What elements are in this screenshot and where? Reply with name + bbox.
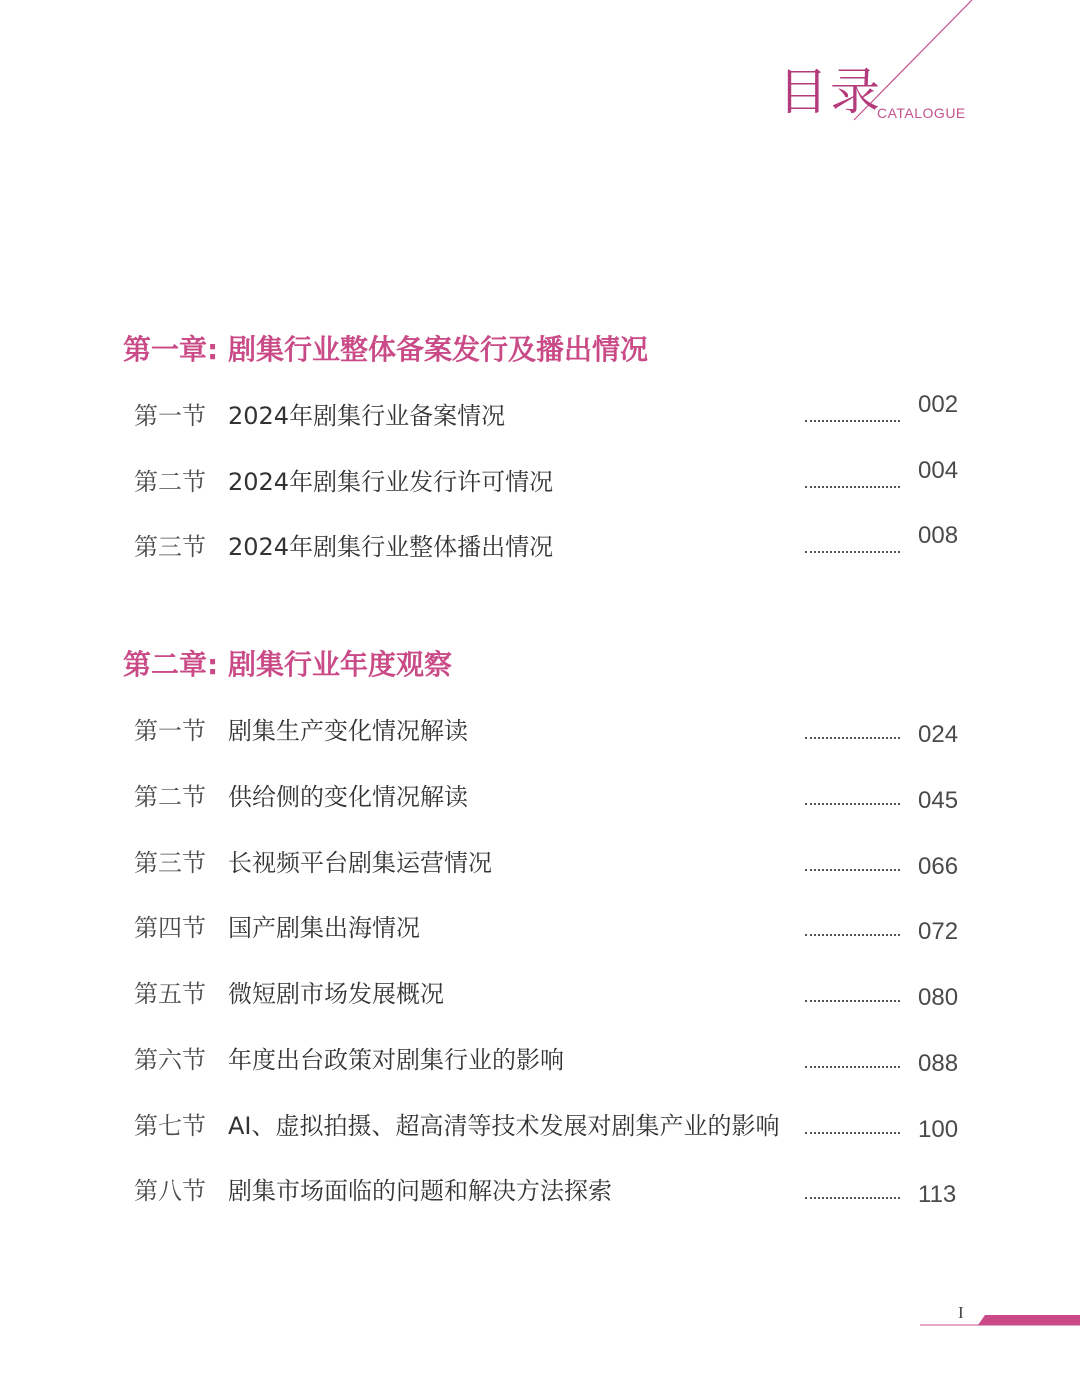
page-number: 004	[918, 457, 959, 484]
section-title: AI、虚拟拍摄、超高清等技术发展对剧集产业的影响	[228, 1112, 780, 1140]
section-title: 2024年剧集行业备案情况	[228, 402, 506, 430]
section-label: 第一节	[134, 717, 206, 745]
chapter-2-title: 第二章: 剧集行业年度观察	[123, 648, 452, 681]
page-subtitle: CATALOGUE	[877, 105, 966, 121]
footer-page-number: I	[958, 1303, 964, 1322]
section-title: 年度出台政策对剧集行业的影响	[228, 1046, 564, 1074]
page-title: 目录	[778, 63, 882, 121]
section-label: 第三节	[134, 849, 206, 877]
section-title: 剧集生产变化情况解读	[228, 717, 468, 745]
section-title: 2024年剧集行业发行许可情况	[228, 468, 554, 496]
section-label: 第六节	[134, 1046, 206, 1074]
page-number: 002	[918, 391, 959, 418]
page-number: 066	[918, 853, 959, 880]
section-label: 第三节	[134, 533, 206, 561]
section-label: 第一节	[134, 402, 206, 430]
page-number: 072	[918, 918, 959, 945]
section-title: 长视频平台剧集运营情况	[228, 849, 492, 877]
section-title: 微短剧市场发展概况	[228, 980, 444, 1008]
page-number: 088	[918, 1050, 959, 1077]
page-number: 100	[918, 1116, 959, 1143]
page-number: 008	[918, 522, 959, 549]
section-title: 2024年剧集行业整体播出情况	[228, 533, 554, 561]
section-title: 国产剧集出海情况	[228, 914, 420, 942]
page-number: 024	[918, 721, 959, 748]
page-number: 080	[918, 984, 959, 1011]
page-number: 113	[918, 1181, 957, 1208]
section-label: 第八节	[134, 1177, 206, 1205]
section-label: 第七节	[134, 1112, 206, 1140]
section-label: 第二节	[134, 783, 206, 811]
section-label: 第四节	[134, 914, 206, 942]
page-number: 045	[918, 787, 959, 814]
section-label: 第二节	[134, 468, 206, 496]
section-label: 第五节	[134, 980, 206, 1008]
section-title: 供给侧的变化情况解读	[228, 783, 468, 811]
section-title: 剧集市场面临的问题和解决方法探索	[228, 1177, 612, 1205]
chapter-1-title: 第一章: 剧集行业整体备案发行及播出情况	[123, 333, 648, 366]
